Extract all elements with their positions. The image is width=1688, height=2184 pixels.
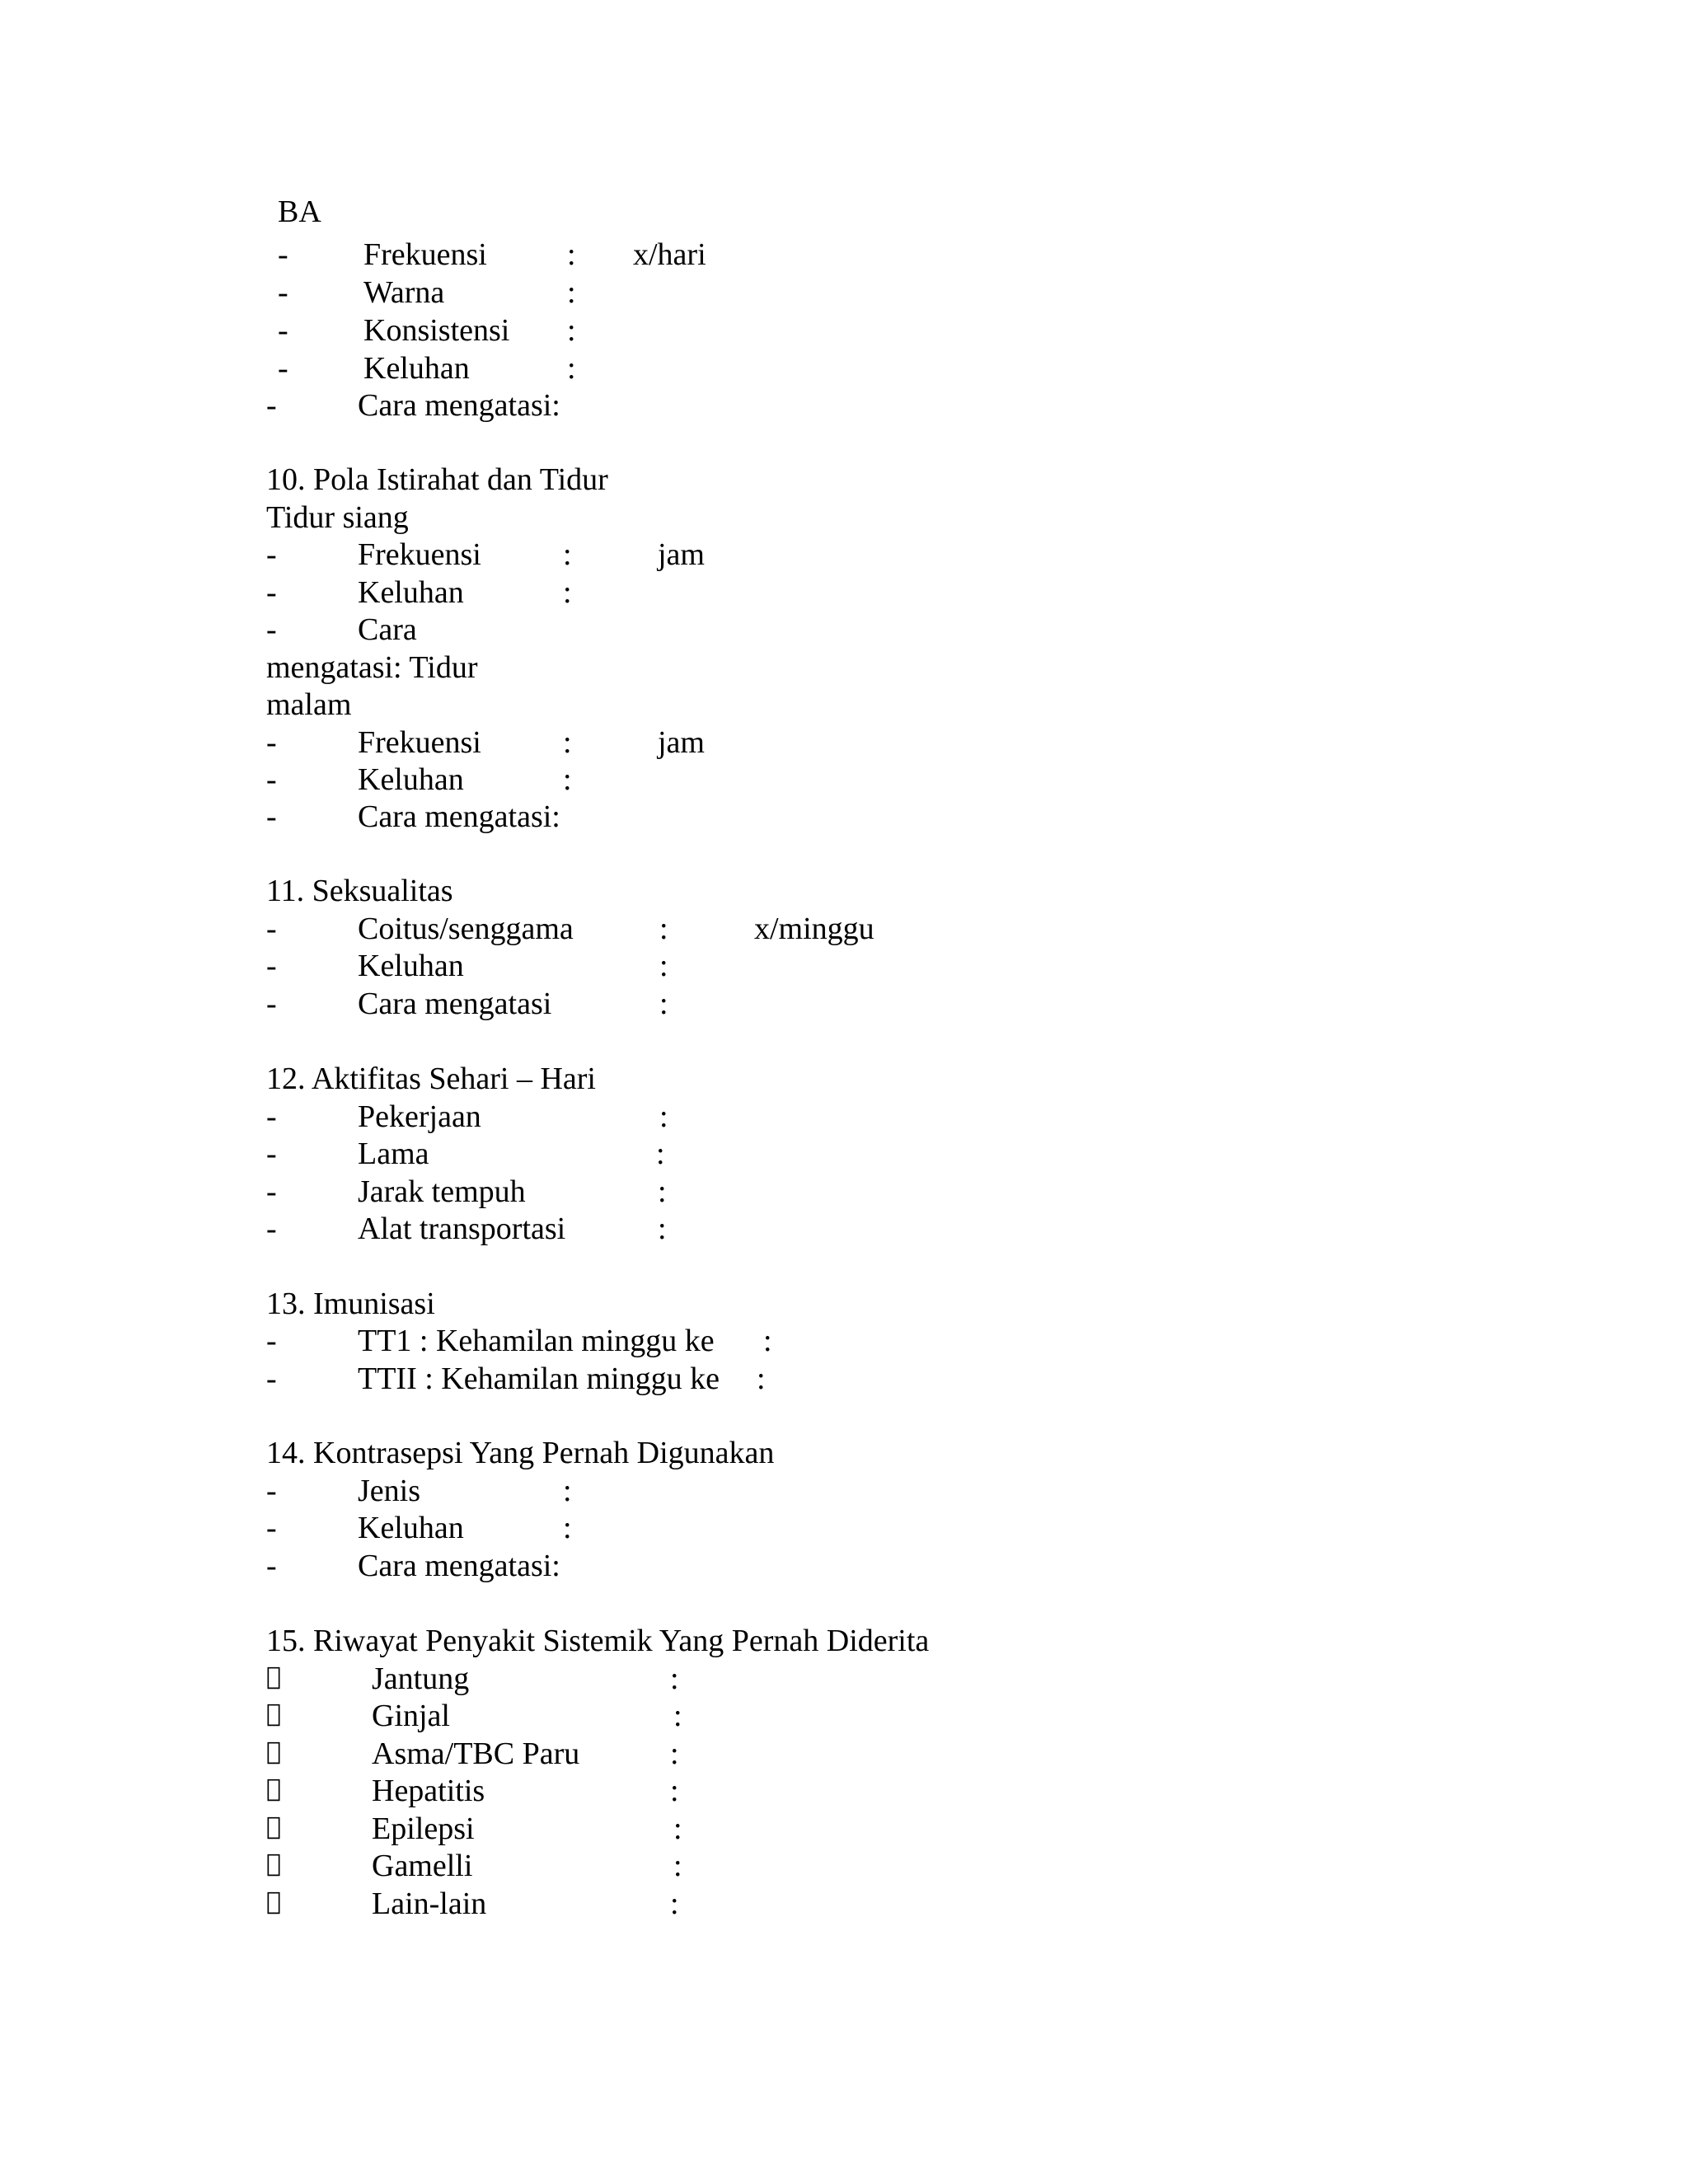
list-dash: - bbox=[266, 1174, 277, 1209]
field-label-jarak-tempuh: Jarak tempuh bbox=[358, 1174, 526, 1209]
list-dash: - bbox=[278, 275, 288, 310]
field-colon: : bbox=[567, 351, 576, 386]
field-label-keluhan: Keluhan bbox=[358, 575, 464, 610]
list-dash: - bbox=[266, 1511, 277, 1545]
field-colon: : bbox=[757, 1361, 766, 1396]
wrapped-text-mengatasi-tidur: mengatasi: Tidur bbox=[266, 650, 478, 685]
field-label-hepatitis: Hepatitis bbox=[372, 1774, 485, 1808]
section-heading-13: 13. Imunisasi bbox=[266, 1286, 435, 1321]
field-colon: : bbox=[670, 1886, 679, 1921]
field-label-cara-mengatasi: Cara mengatasi: bbox=[358, 799, 560, 834]
field-colon: : bbox=[673, 1811, 682, 1846]
field-label-cara-mengatasi: Cara mengatasi: bbox=[358, 388, 560, 423]
list-dash: - bbox=[266, 1137, 277, 1171]
field-colon: : bbox=[659, 1099, 668, 1134]
field-colon: : bbox=[567, 237, 576, 272]
field-label-frekuensi: Frekuensi bbox=[363, 237, 487, 272]
field-colon: : bbox=[659, 949, 668, 983]
bullet-glyph bbox=[266, 1740, 281, 1765]
bullet-glyph bbox=[266, 1890, 281, 1915]
field-label-lama: Lama bbox=[358, 1137, 429, 1171]
list-dash: - bbox=[266, 1474, 277, 1508]
field-label-asma-tbc-paru: Asma/TBC Paru bbox=[372, 1736, 580, 1771]
subheading-tidur-siang: Tidur siang bbox=[266, 500, 409, 535]
field-colon: : bbox=[658, 1174, 667, 1209]
field-label-pekerjaan: Pekerjaan bbox=[358, 1099, 481, 1134]
list-dash: - bbox=[266, 987, 277, 1021]
field-colon: : bbox=[673, 1699, 682, 1733]
field-colon: : bbox=[563, 1474, 572, 1508]
list-dash: - bbox=[266, 1324, 277, 1358]
list-dash: - bbox=[266, 762, 277, 797]
field-colon: : bbox=[567, 313, 576, 348]
field-label-ttii: TTII : Kehamilan minggu ke bbox=[358, 1361, 720, 1396]
list-dash: - bbox=[266, 612, 277, 647]
field-label-jenis: Jenis bbox=[358, 1474, 420, 1508]
field-colon: : bbox=[563, 537, 572, 572]
section-heading-11: 11. Seksualitas bbox=[266, 874, 453, 908]
field-label-keluhan: Keluhan bbox=[358, 762, 464, 797]
field-colon: : bbox=[563, 1511, 572, 1545]
field-label-warna: Warna bbox=[363, 275, 445, 310]
list-dash: - bbox=[278, 313, 288, 348]
field-label-keluhan: Keluhan bbox=[358, 1511, 464, 1545]
field-label-alat-transportasi: Alat transportasi bbox=[358, 1212, 566, 1246]
wrapped-text-malam: malam bbox=[266, 687, 352, 722]
field-label-cara-mengatasi: Cara mengatasi: bbox=[358, 1549, 560, 1583]
list-dash: - bbox=[278, 237, 288, 272]
list-dash: - bbox=[266, 799, 277, 834]
field-label-tt1: TT1 : Kehamilan minggu ke bbox=[358, 1324, 715, 1358]
bullet-glyph bbox=[266, 1852, 281, 1877]
field-unit-jam: jam bbox=[658, 537, 705, 572]
field-label-frekuensi: Frekuensi bbox=[358, 725, 481, 760]
section-heading-12: 12. Aktifitas Sehari – Hari bbox=[266, 1062, 596, 1096]
field-label-ginjal: Ginjal bbox=[372, 1699, 450, 1733]
field-label-konsistensi: Konsistensi bbox=[363, 313, 510, 348]
field-label-cara-mengatasi: Cara mengatasi bbox=[358, 987, 552, 1021]
bullet-glyph bbox=[266, 1777, 281, 1802]
list-dash: - bbox=[266, 537, 277, 572]
field-unit-x-hari: x/hari bbox=[633, 237, 706, 272]
field-colon: : bbox=[563, 725, 572, 760]
field-colon: : bbox=[658, 1212, 667, 1246]
field-colon: : bbox=[670, 1661, 679, 1696]
field-colon: : bbox=[656, 1137, 665, 1171]
section-heading-14: 14. Kontrasepsi Yang Pernah Digunakan bbox=[266, 1436, 775, 1470]
field-colon: : bbox=[763, 1324, 772, 1358]
field-label-keluhan: Keluhan bbox=[363, 351, 470, 386]
section-heading-10: 10. Pola Istirahat dan Tidur bbox=[266, 462, 608, 497]
field-label-gamelli: Gamelli bbox=[372, 1849, 473, 1883]
field-colon: : bbox=[670, 1774, 679, 1808]
list-dash: - bbox=[266, 575, 277, 610]
field-unit-x-minggu: x/minggu bbox=[754, 912, 874, 946]
list-dash: - bbox=[266, 912, 277, 946]
list-dash: - bbox=[266, 1549, 277, 1583]
section-heading-15: 15. Riwayat Penyakit Sistemik Yang Pernah Diderita bbox=[266, 1624, 930, 1658]
field-label-cara: Cara bbox=[358, 612, 417, 647]
list-dash: - bbox=[266, 1212, 277, 1246]
field-colon: : bbox=[673, 1849, 682, 1883]
field-label-coitus: Coitus/senggama bbox=[358, 912, 574, 946]
list-dash: - bbox=[278, 351, 288, 386]
bullet-glyph bbox=[266, 1815, 281, 1840]
bullet-glyph bbox=[266, 1665, 281, 1690]
field-label-epilepsi: Epilepsi bbox=[372, 1811, 475, 1846]
field-colon: : bbox=[659, 987, 668, 1021]
field-unit-jam: jam bbox=[658, 725, 705, 760]
list-dash: - bbox=[266, 949, 277, 983]
field-colon: : bbox=[563, 575, 572, 610]
bullet-glyph bbox=[266, 1702, 281, 1727]
field-colon: : bbox=[567, 275, 576, 310]
list-dash: - bbox=[266, 1099, 277, 1134]
field-label-frekuensi: Frekuensi bbox=[358, 537, 481, 572]
field-colon: : bbox=[670, 1736, 679, 1771]
section-heading-ba: BA bbox=[278, 194, 321, 229]
field-colon: : bbox=[563, 762, 572, 797]
field-label-keluhan: Keluhan bbox=[358, 949, 464, 983]
list-dash: - bbox=[266, 388, 277, 423]
field-label-jantung: Jantung bbox=[372, 1661, 470, 1696]
field-label-lain-lain: Lain-lain bbox=[372, 1886, 487, 1921]
list-dash: - bbox=[266, 1361, 277, 1396]
field-colon: : bbox=[659, 912, 668, 946]
list-dash: - bbox=[266, 725, 277, 760]
